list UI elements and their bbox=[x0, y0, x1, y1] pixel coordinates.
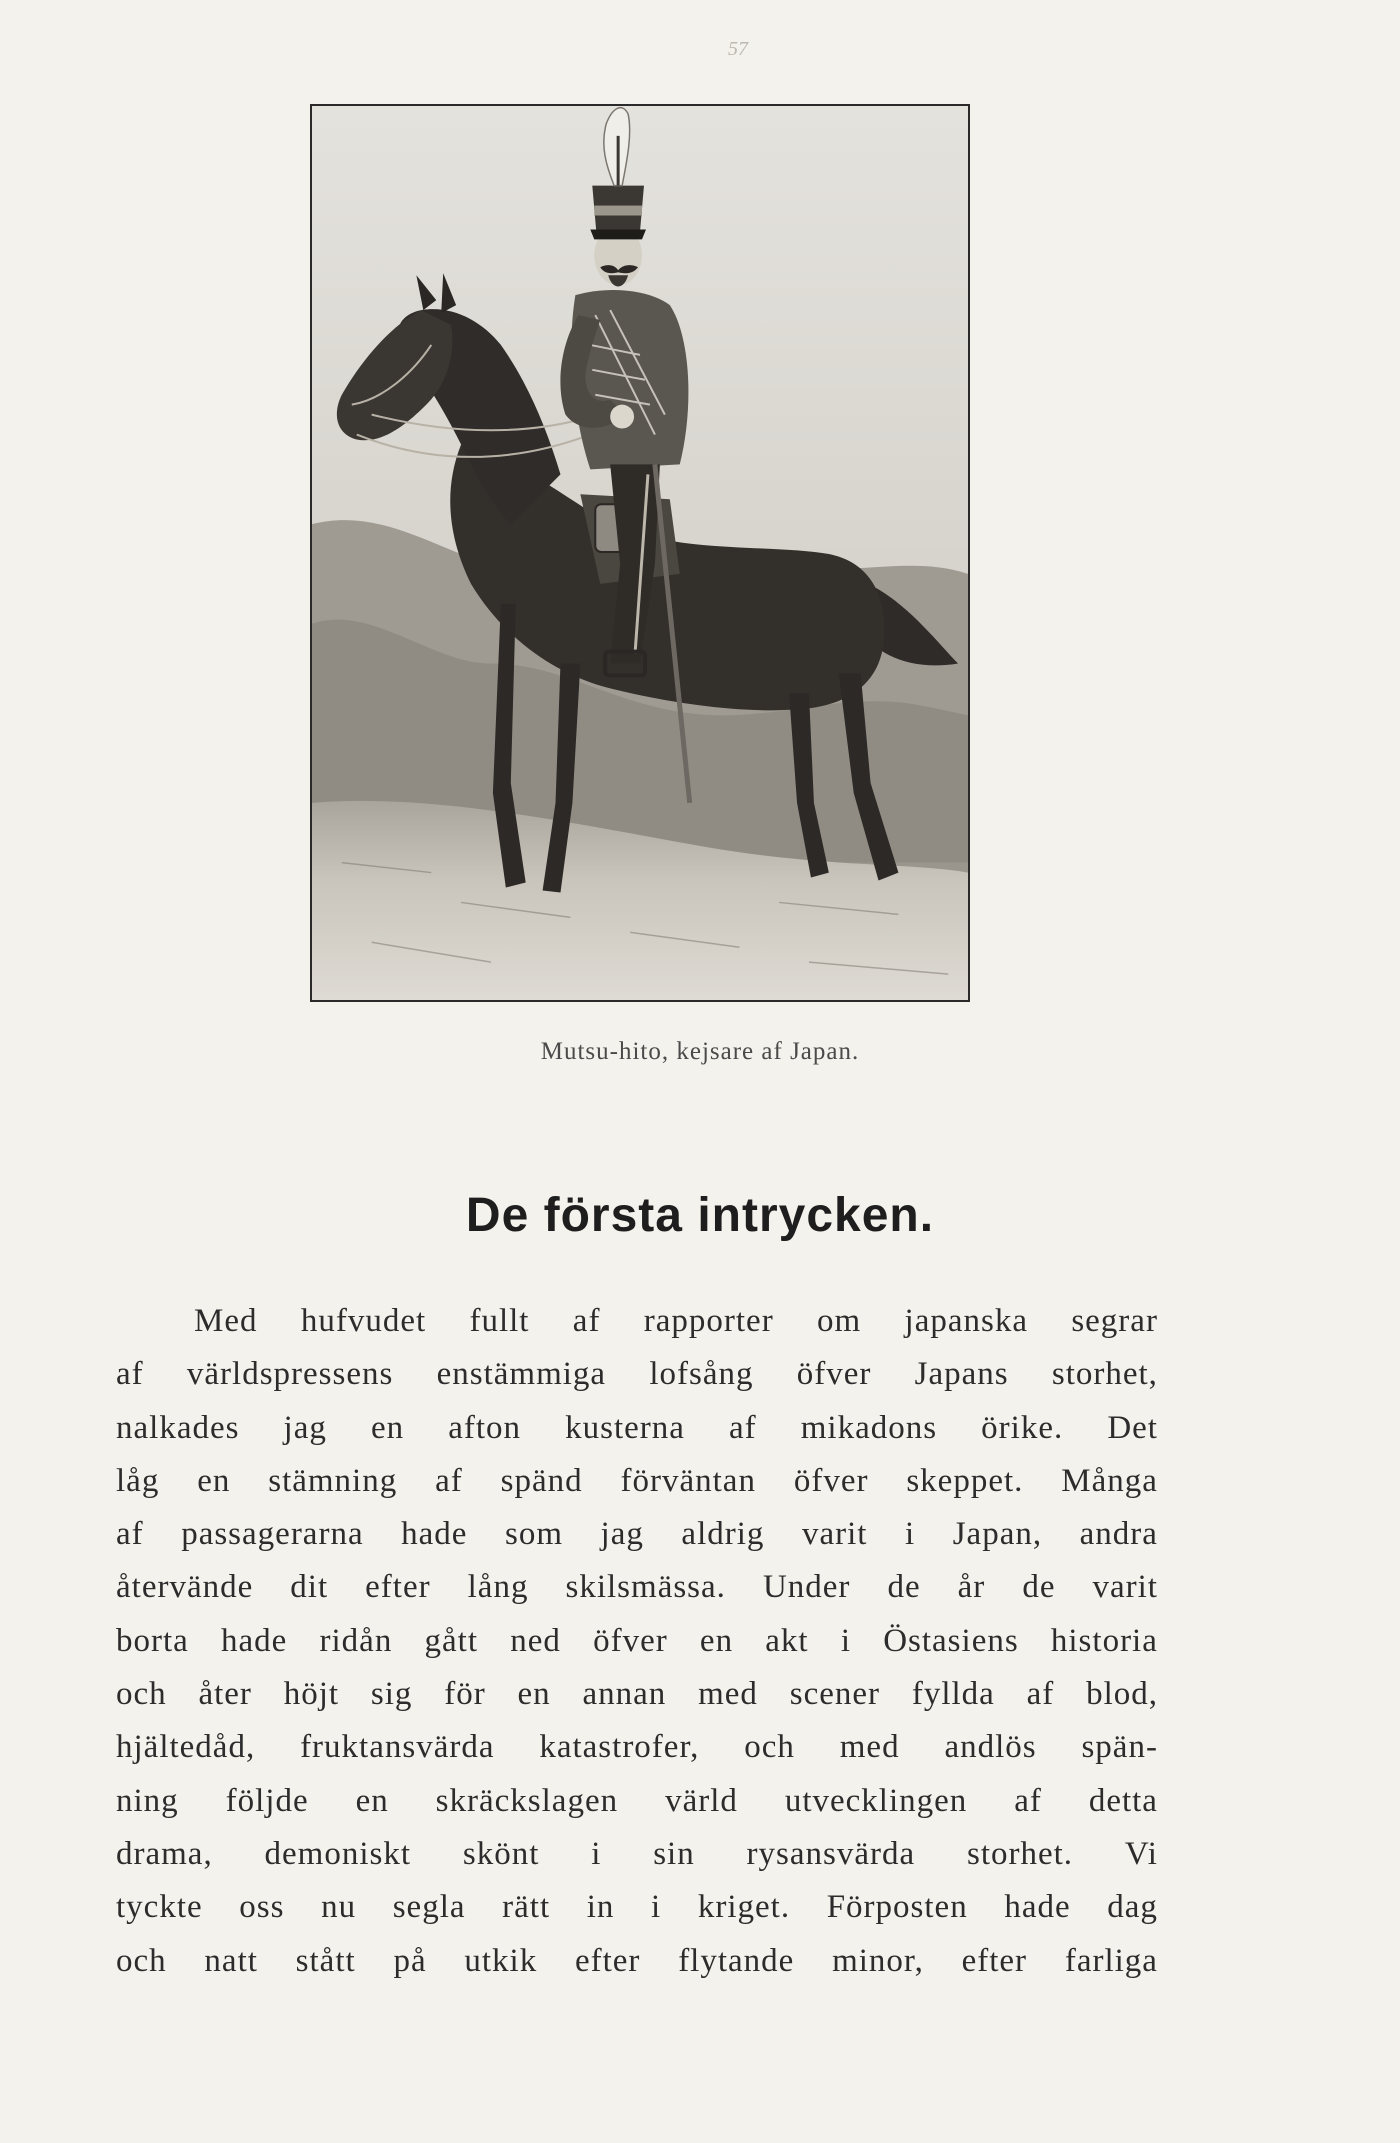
rider-torso bbox=[571, 290, 688, 469]
word: drama, bbox=[116, 1835, 213, 1872]
word: och bbox=[744, 1729, 795, 1766]
word: jag bbox=[283, 1409, 327, 1446]
word: jag bbox=[600, 1516, 644, 1553]
kepi-band bbox=[594, 206, 642, 216]
word: detta bbox=[1088, 1782, 1158, 1819]
word: världspressens bbox=[186, 1356, 394, 1393]
word: flytande bbox=[678, 1942, 795, 1979]
word: aldrig bbox=[681, 1516, 765, 1553]
word: af bbox=[1026, 1676, 1055, 1713]
word: borta bbox=[116, 1622, 189, 1659]
body-paragraph bbox=[116, 1295, 1158, 1988]
word: en bbox=[370, 1409, 405, 1446]
text-line bbox=[116, 1615, 1158, 1668]
word: nalkades bbox=[116, 1409, 240, 1446]
word: de bbox=[1022, 1569, 1056, 1606]
word: utkik bbox=[464, 1942, 538, 1979]
word: följde bbox=[225, 1782, 309, 1819]
word: passagerarna bbox=[181, 1516, 364, 1553]
word: varit bbox=[801, 1516, 868, 1553]
word: ridån bbox=[319, 1622, 393, 1659]
word: som bbox=[504, 1516, 563, 1553]
word: och bbox=[116, 1676, 167, 1713]
word: skeppet. bbox=[906, 1462, 1024, 1499]
word: storhet, bbox=[1051, 1356, 1158, 1393]
text-line bbox=[116, 1721, 1158, 1774]
word: kusterna bbox=[565, 1409, 685, 1446]
word: dag bbox=[1107, 1889, 1158, 1926]
word: minor, bbox=[832, 1942, 924, 1979]
word: varit bbox=[1092, 1569, 1158, 1606]
word: Många bbox=[1061, 1462, 1158, 1499]
word: ning bbox=[116, 1782, 179, 1819]
text-line bbox=[116, 1455, 1158, 1508]
word: annan bbox=[582, 1676, 667, 1713]
word: en bbox=[699, 1622, 734, 1659]
word: örike. bbox=[981, 1409, 1064, 1446]
word: in bbox=[586, 1889, 615, 1926]
word: om bbox=[817, 1303, 862, 1339]
word: gått bbox=[424, 1622, 479, 1659]
word: förväntan bbox=[620, 1462, 756, 1499]
word: en bbox=[355, 1782, 389, 1819]
word: efter bbox=[574, 1942, 641, 1979]
text-line bbox=[116, 1828, 1158, 1881]
word: af bbox=[1014, 1782, 1042, 1819]
word: hade bbox=[221, 1622, 288, 1659]
word: i bbox=[651, 1889, 662, 1926]
word: stått bbox=[295, 1942, 356, 1979]
word: och bbox=[116, 1942, 167, 1979]
word: rapporter bbox=[643, 1303, 774, 1339]
word: dit bbox=[290, 1569, 329, 1606]
text-line bbox=[116, 1775, 1158, 1828]
word: värld bbox=[665, 1782, 738, 1819]
word: katastrofer, bbox=[539, 1729, 700, 1766]
word: Under bbox=[762, 1569, 851, 1606]
word: utvecklingen bbox=[784, 1782, 968, 1819]
word: hjältedåd, bbox=[116, 1729, 256, 1766]
word: mikadons bbox=[800, 1409, 938, 1446]
word: andlös bbox=[944, 1729, 1037, 1766]
word: demoniskt bbox=[264, 1835, 412, 1872]
text-line bbox=[116, 1402, 1158, 1455]
word: historia bbox=[1050, 1622, 1158, 1659]
word: oss bbox=[239, 1889, 285, 1926]
word: efter bbox=[961, 1942, 1028, 1979]
word: för bbox=[444, 1676, 486, 1713]
word: lofsång bbox=[649, 1356, 754, 1393]
word: efter bbox=[365, 1569, 431, 1606]
text-line bbox=[116, 1935, 1158, 1988]
word: afton bbox=[448, 1409, 522, 1446]
word: i bbox=[840, 1622, 851, 1659]
text-line bbox=[116, 1348, 1158, 1401]
text-line bbox=[116, 1881, 1158, 1934]
word: fyllda bbox=[911, 1676, 995, 1713]
text-line bbox=[116, 1508, 1158, 1561]
word: lång bbox=[467, 1569, 529, 1606]
word: en bbox=[517, 1676, 551, 1713]
word: hade bbox=[401, 1516, 468, 1553]
word: Japan, bbox=[952, 1516, 1043, 1553]
kepi-visor bbox=[590, 229, 646, 239]
word: japanska bbox=[904, 1303, 1028, 1339]
word: af bbox=[116, 1516, 144, 1553]
word: akt bbox=[765, 1622, 809, 1659]
word: rätt bbox=[502, 1889, 551, 1926]
word: skönt bbox=[462, 1835, 540, 1872]
word: sig bbox=[370, 1676, 413, 1713]
illustration-caption: Mutsu-hito, kejsare af Japan. bbox=[540, 1038, 860, 1065]
word: af bbox=[729, 1409, 757, 1446]
word: öfver bbox=[593, 1622, 668, 1659]
word: Östasiens bbox=[883, 1622, 1019, 1659]
word: öfver bbox=[793, 1462, 869, 1499]
word: hade bbox=[1004, 1889, 1071, 1926]
text-line bbox=[116, 1295, 1158, 1348]
word: de bbox=[887, 1569, 921, 1606]
word: nu bbox=[321, 1889, 357, 1926]
word: af bbox=[116, 1356, 144, 1393]
word: Det bbox=[1107, 1409, 1158, 1446]
word: enstämmiga bbox=[436, 1356, 607, 1393]
word: Japans bbox=[914, 1356, 1009, 1393]
illustration-plate bbox=[310, 104, 970, 1002]
word: åter bbox=[198, 1676, 252, 1713]
page-number-mark: 57 bbox=[728, 38, 748, 60]
word: i bbox=[591, 1835, 602, 1872]
word: spän- bbox=[1081, 1729, 1158, 1766]
word: fullt bbox=[469, 1303, 530, 1339]
word: andra bbox=[1079, 1516, 1158, 1553]
word: ned bbox=[510, 1622, 561, 1659]
text-line bbox=[116, 1668, 1158, 1721]
word: rysansvärda bbox=[746, 1835, 916, 1872]
word: höjt bbox=[283, 1676, 340, 1713]
word: tyckte bbox=[116, 1889, 203, 1926]
text-line bbox=[116, 1561, 1158, 1614]
word: scener bbox=[789, 1676, 881, 1713]
word: af bbox=[572, 1303, 601, 1339]
chapter-heading: De första intrycken. bbox=[465, 1189, 935, 1242]
word: sin bbox=[653, 1835, 695, 1872]
word: med bbox=[839, 1729, 900, 1766]
word: segrar bbox=[1071, 1303, 1158, 1339]
mounted-officer-illustration bbox=[312, 106, 968, 1000]
word: Med bbox=[194, 1303, 258, 1339]
word: på bbox=[393, 1942, 427, 1979]
word: kriget. bbox=[697, 1889, 791, 1926]
word: fruktansvärda bbox=[300, 1729, 495, 1766]
word: skilsmässa. bbox=[565, 1569, 726, 1606]
word: med bbox=[698, 1676, 758, 1713]
word: storhet. bbox=[966, 1835, 1074, 1872]
word: en bbox=[197, 1462, 231, 1499]
word: segla bbox=[392, 1889, 466, 1926]
word: spänd bbox=[500, 1462, 583, 1499]
word: stämning bbox=[268, 1462, 398, 1499]
word: Vi bbox=[1124, 1835, 1158, 1872]
word: af bbox=[435, 1462, 463, 1499]
word: hufvudet bbox=[300, 1303, 427, 1339]
word: öfver bbox=[796, 1356, 872, 1393]
word: år bbox=[957, 1569, 986, 1606]
word: i bbox=[904, 1516, 916, 1553]
word: låg bbox=[116, 1462, 160, 1499]
word: skräckslagen bbox=[435, 1782, 619, 1819]
word: blod, bbox=[1086, 1676, 1158, 1713]
word: återvände bbox=[116, 1569, 254, 1606]
word: farliga bbox=[1064, 1942, 1158, 1979]
word: Förposten bbox=[826, 1889, 968, 1926]
rider-hand bbox=[610, 405, 634, 429]
word: natt bbox=[204, 1942, 258, 1979]
